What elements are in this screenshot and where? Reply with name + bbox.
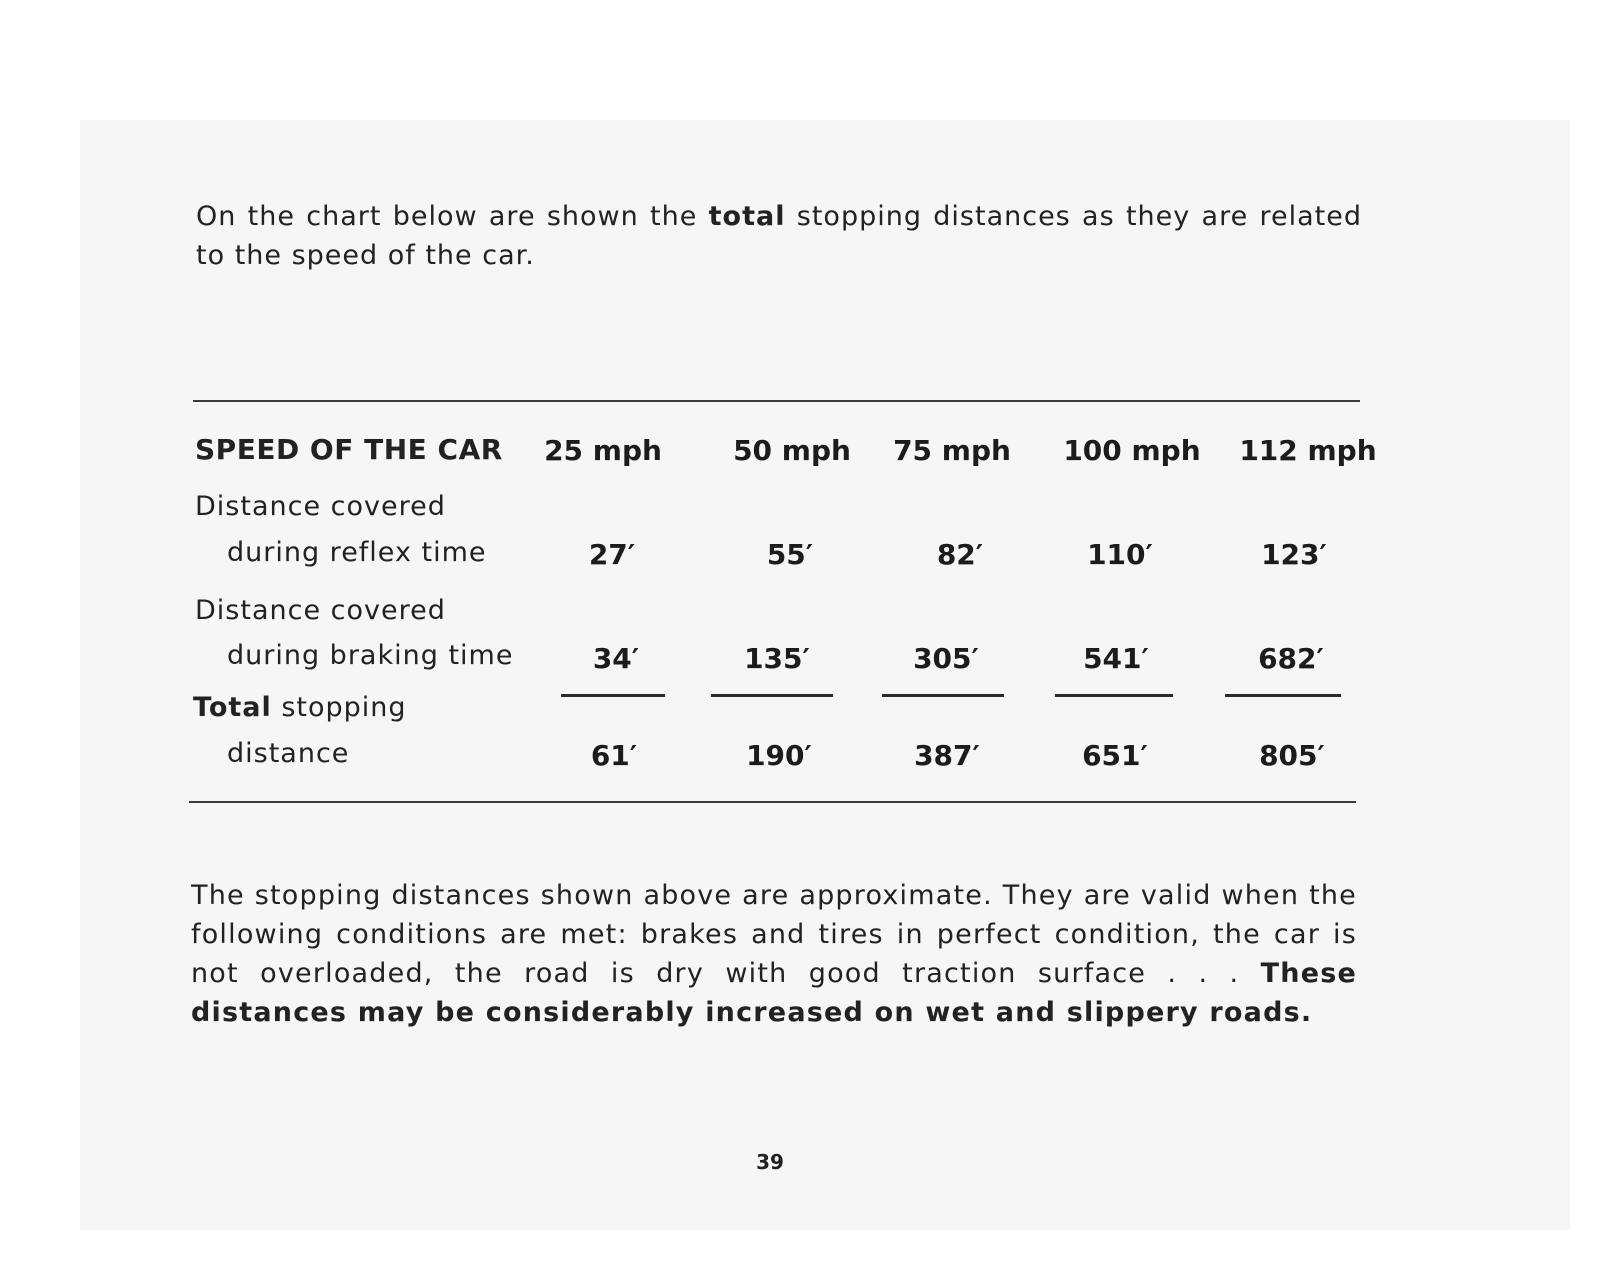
table-top-rule bbox=[193, 400, 1360, 402]
reflex-label-line1: Distance covered bbox=[195, 491, 446, 522]
intro-text: On the chart below are shown the bbox=[196, 201, 709, 232]
braking-value-100: 541′ bbox=[1083, 642, 1149, 675]
reflex-label-line2: during reflex time bbox=[227, 537, 487, 568]
sum-line-75 bbox=[882, 694, 1004, 697]
total-value-50: 190′ bbox=[746, 739, 812, 772]
conditions-warning: These distances may be considerably increased on wet and slippery roads. bbox=[191, 958, 1357, 1028]
total-value-112: 805′ bbox=[1259, 739, 1325, 772]
speed-75: 75 mph bbox=[893, 434, 1011, 467]
braking-value-112: 682′ bbox=[1258, 642, 1324, 675]
reflex-value-112: 123′ bbox=[1261, 538, 1327, 571]
speed-112: 112 mph bbox=[1239, 434, 1377, 467]
braking-value-75: 305′ bbox=[913, 642, 979, 675]
total-label-rest: stopping bbox=[271, 692, 407, 723]
sum-line-100 bbox=[1055, 694, 1173, 697]
conditions-paragraph bbox=[191, 876, 1357, 1032]
page-sheet bbox=[80, 120, 1570, 1230]
sum-line-112 bbox=[1225, 694, 1341, 697]
intro-text-end: stopping distances as they are related to the speed of the car. bbox=[196, 201, 1362, 271]
sum-line-25 bbox=[561, 694, 665, 697]
total-label-line2: distance bbox=[227, 738, 350, 769]
sum-line-50 bbox=[711, 694, 833, 697]
braking-label-line1: Distance covered bbox=[195, 595, 446, 626]
intro-emphasis: total bbox=[708, 201, 786, 232]
braking-label-line2: during braking time bbox=[227, 640, 514, 671]
table-bottom-rule bbox=[189, 801, 1356, 803]
reflex-value-50: 55′ bbox=[766, 538, 814, 571]
page-number: 39 bbox=[756, 1150, 784, 1174]
reflex-value-75: 82′ bbox=[936, 538, 984, 571]
speed-header-label: SPEED OF THE CAR bbox=[195, 433, 503, 466]
total-value-100: 651′ bbox=[1082, 739, 1148, 772]
braking-value-50: 135′ bbox=[744, 642, 810, 675]
reflex-value-100: 110′ bbox=[1087, 538, 1153, 571]
speed-100: 100 mph bbox=[1063, 434, 1201, 467]
total-label-line1 bbox=[193, 692, 407, 723]
total-value-25: 61′ bbox=[590, 739, 638, 772]
speed-25: 25 mph bbox=[544, 434, 662, 467]
total-label-bold: Total bbox=[193, 692, 272, 723]
speed-50: 50 mph bbox=[733, 434, 851, 467]
intro-paragraph bbox=[196, 197, 1362, 275]
total-value-75: 387′ bbox=[914, 739, 980, 772]
conditions-text: The stopping distances shown above are approximate. They are valid when the following conditions are met: brakes and tires in perfect condition, the car is not overloaded, the road is dry with good traction surface . . . bbox=[191, 880, 1357, 989]
reflex-value-25: 27′ bbox=[588, 538, 636, 571]
braking-value-25: 34′ bbox=[592, 642, 640, 675]
